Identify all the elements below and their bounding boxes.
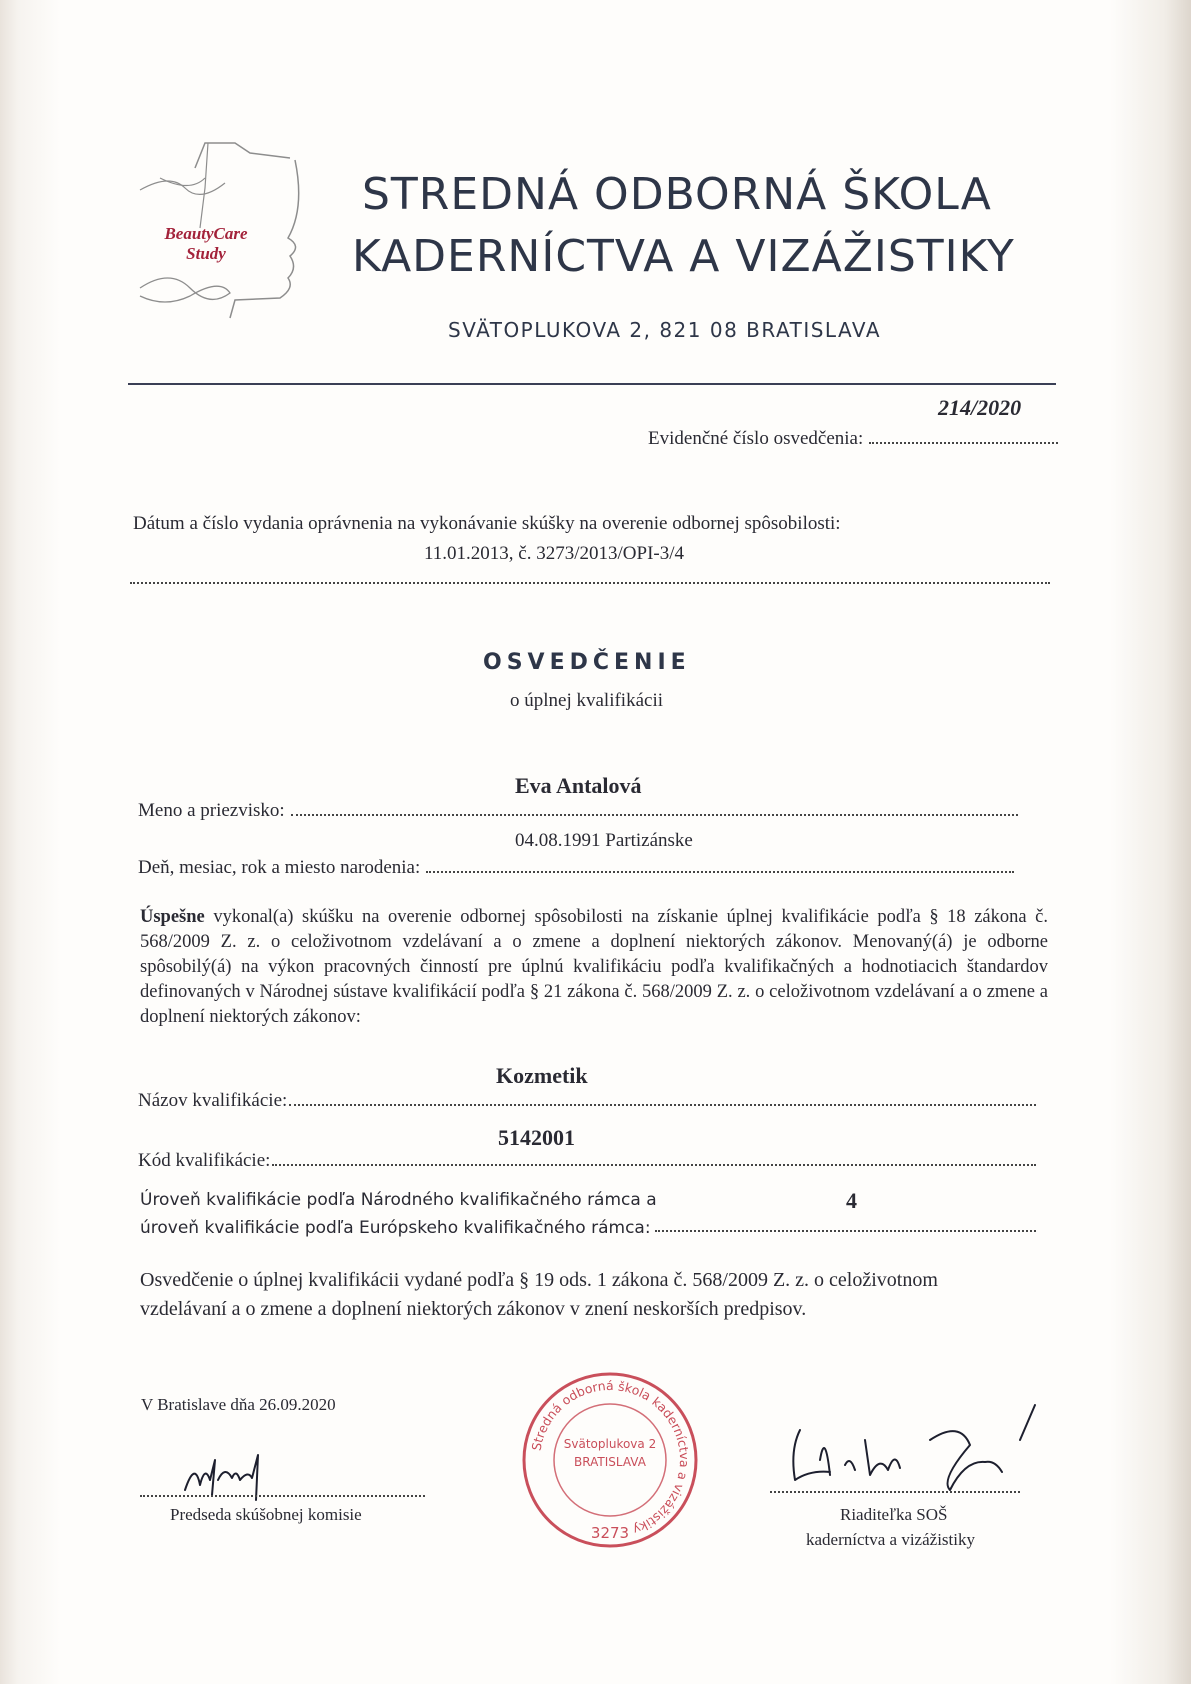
authorization-label: Dátum a číslo vydania oprávnenia na vykonávanie skúšky na overenie odbornej spôsobilosti:	[133, 513, 841, 534]
chair-signature	[170, 1440, 290, 1510]
certificate-title: OSVEDČENIE	[483, 650, 691, 675]
statement-bold-word: Úspešne	[140, 907, 205, 927]
qualification-level-label-1: Úroveň kvalifikácie podľa Národného kvalifikačného rámca a	[140, 1190, 657, 1210]
statement-text: vykonal(a) skúšku na overenie odbornej spôsobilosti na získanie úplnej kvalifikácie podľa § 18 zákona č. 568/2009 Z. z. o celoživotnom vzdelávaní a o zmene a doplnení niektorých zákonov. Menovaný(á) je odborne spôsobilý(á) na výkon pracovných činností pre úplnú kvalifikáciu podľa kvalifikačných a hodnotiacich štandardov definovaných v Národnej sústave kvalifikácií podľa § 21 zákona č. 568/2009 Z. z. o celoživotnom vzdelávaní a o zmene a doplnení niektorých zákonov:	[140, 907, 1048, 1027]
stamp-graphic	[520, 1370, 700, 1550]
qualification-level-row	[140, 1218, 1036, 1238]
school-logo	[130, 128, 330, 338]
qualification-code-dots	[272, 1150, 1036, 1166]
qualification-code-label: Kód kvalifikácie:	[138, 1150, 271, 1171]
qualification-name: Kozmetik	[496, 1063, 588, 1088]
stamp-inner-2: BRATISLAVA	[574, 1455, 646, 1469]
certificate-subtitle: o úplnej kvalifikácii	[510, 690, 664, 711]
registry-number	[938, 395, 1021, 421]
director-signature-label-1: Riaditeľka SOŠ	[840, 1505, 948, 1524]
birth-value: 04.08.1991 Partizánske	[515, 830, 693, 851]
place-date: V Bratislave dňa 26.09.2020	[141, 1395, 336, 1414]
chair-signature-label: Predseda skúšobnej komisie	[170, 1505, 362, 1524]
header-rule	[128, 383, 1056, 385]
birth-row	[138, 857, 1014, 879]
logo-line2: Study	[186, 244, 226, 263]
authorization-value: 11.01.2013, č. 3273/2013/OPI-3/4	[424, 543, 685, 564]
school-address: SVÄTOPLUKOVA 2, 821 08 BRATISLAVA	[448, 318, 881, 342]
qualification-level-dots	[655, 1218, 1036, 1232]
registry-label-text: Evidenčné číslo osvedčenia:	[648, 428, 864, 449]
logo-line1: BeautyCare	[164, 224, 248, 243]
qualification-code: 5142001	[498, 1125, 575, 1150]
director-signature-line	[770, 1491, 1020, 1493]
birth-label: Deň, mesiac, rok a miesto narodenia:	[138, 857, 421, 878]
closing-paragraph: Osvedčenie o úplnej kvalifikácii vydané podľa § 19 ods. 1 zákona č. 568/2009 Z. z. o celoživotnom vzdelávaní a o zmene a doplnení niektorých zákonov v znení neskorších predpisov.	[140, 1269, 938, 1320]
qualification-level: 4	[846, 1188, 857, 1213]
birth-dots	[426, 857, 1014, 873]
stamp-number: 3273	[590, 1524, 630, 1542]
stamp-ring-text: Stredná odborná škola kaderníctva a vizážistiky	[528, 1377, 693, 1538]
school-name-line2: KADERNÍCTVA A VIZÁŽISTIKY	[352, 231, 1015, 282]
authorization-dots	[130, 582, 1050, 584]
director-signature-label-2: kaderníctva a vizážistiky	[806, 1530, 975, 1549]
qualification-name-label: Názov kvalifikácie:	[138, 1090, 288, 1111]
qualification-code-row	[138, 1150, 1036, 1172]
registry-dots	[869, 428, 1058, 444]
qualification-level-label-2: úroveň kvalifikácie podľa Európskeho kvalifikačného rámca:	[140, 1218, 651, 1238]
statement-paragraph	[140, 905, 1048, 1030]
holder-name: Eva Antalová	[515, 773, 642, 798]
school-stamp	[520, 1370, 700, 1550]
registry-number-value: 214/2020	[938, 395, 1022, 420]
holder-name-dots	[291, 800, 1018, 816]
registry-label	[648, 428, 1058, 450]
holder-name-row	[138, 800, 1018, 822]
qualification-name-row	[138, 1090, 1036, 1112]
qualification-name-dots	[289, 1090, 1036, 1106]
director-signature	[770, 1400, 1070, 1510]
chair-signature-line	[140, 1495, 425, 1497]
holder-name-label: Meno a priezvisko:	[138, 800, 285, 821]
stamp-inner-1: Svätoplukova 2	[563, 1437, 657, 1451]
school-name-line1: STREDNÁ ODBORNÁ ŠKOLA	[362, 169, 992, 220]
